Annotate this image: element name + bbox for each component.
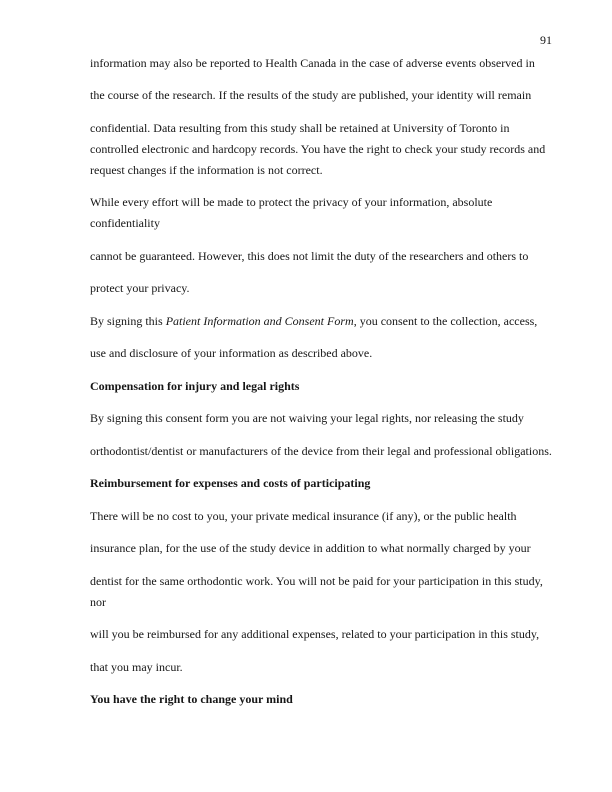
text-line: request changes if the information is not correct.: [90, 162, 323, 177]
text-line: [90, 311, 560, 332]
text-line: insurance plan, for the use of the study device in addition to what normally charged by your: [90, 541, 531, 555]
text-line: controlled electronic and hardcopy records. You have the right to check your study records and: [90, 141, 546, 156]
text-line: the course of the research. If the results of the study are published, your identity will remain: [90, 88, 532, 102]
text-line: dentist for the same orthodontic work. You will not be paid for your participation in this study,: [90, 573, 543, 588]
text-line: will you be reimbursed for any additional expenses, related to your participation in this study,: [90, 627, 540, 641]
text-line: confidentiality: [90, 216, 160, 230]
text-line: cannot be guaranteed. However, this does not limit the duty of the researchers and others to: [90, 248, 529, 263]
text-segment: , you consent to the collection, access,: [353, 313, 538, 328]
text-line: While every effort will be made to protect the privacy of your information, absolute: [90, 195, 493, 209]
text-line: orthodontist/dentist or manufacturers of the device from their legal and professional obligations.: [90, 443, 552, 458]
section-heading: Compensation for injury and legal rights: [90, 378, 300, 393]
section-heading: You have the right to change your mind: [90, 692, 293, 706]
text-line: information may also be reported to Health Canada in the case of adverse events observed in: [90, 55, 535, 70]
text-segment: By signing this: [90, 313, 166, 328]
text-line: By signing this consent form you are not waiving your legal rights, nor releasing the study: [90, 411, 524, 425]
text-line: use and disclosure of your information as described above.: [90, 346, 373, 360]
text-line: There will be no cost to you, your private medical insurance (if any), or the public health: [90, 508, 517, 523]
text-line: nor: [90, 594, 106, 609]
text-line: protect your privacy.: [90, 281, 190, 295]
page-number: 91: [540, 33, 552, 47]
text-line: confidential. Data resulting from this study shall be retained at University of Toronto in: [90, 120, 510, 135]
italic-text: Patient Information and Consent Form: [165, 313, 354, 328]
page-body: [90, 53, 560, 711]
text-line: that you may incur.: [90, 659, 183, 674]
section-heading: Reimbursement for expenses and costs of participating: [90, 476, 371, 490]
